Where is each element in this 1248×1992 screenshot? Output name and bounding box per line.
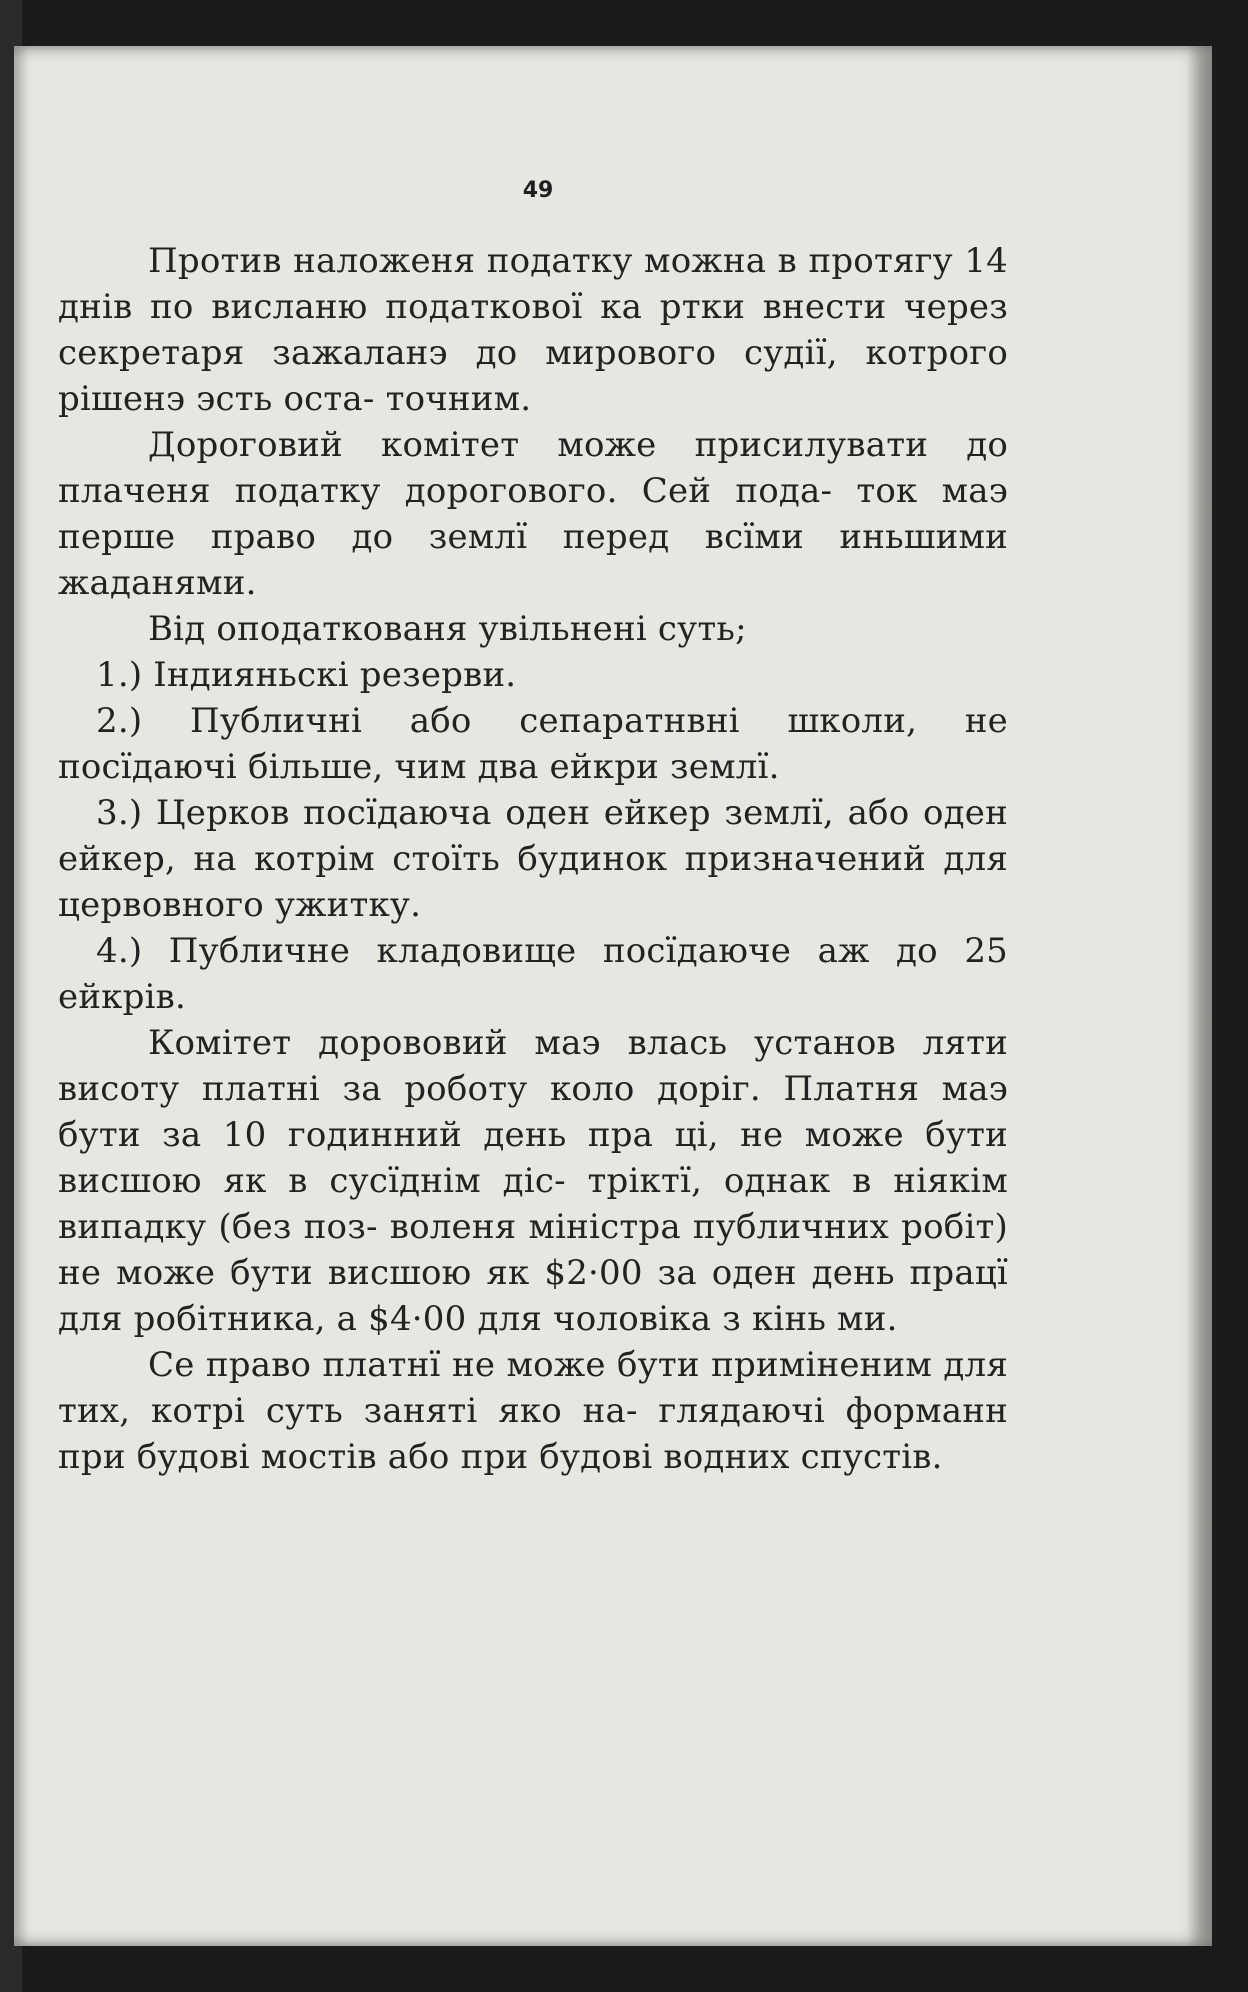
paragraph-tax-appeal: Против наложеня податку можна в протягу 14 днів по висланю податкової ка ртки внести через секретаря зажаланэ до мирового судії, котрого рішенэ эсть оста- точним. [58, 241, 1008, 419]
paragraph-wages: Комітет дорововий маэ влась установ ляти висоту платні за роботу коло доріг. Платня маэ бути за 10 годинний день пра ці, не може бути висшою як в сусїднім діс- тріктї, однак в ніякім випадку (без поз- воленя міністра публичних робіт) не може бути висшою як $2·00 за оден день працї для робітника, а $4·00 для чоловіка з кінь ми. [58, 1023, 1008, 1339]
book-page [14, 46, 1212, 1946]
paragraph-road-committee-collection: Дороговий комітет може присилувати до плаченя податку дорогового. Сей пода- ток маэ перше право до землї перед всїми иньшими жаданями. [58, 425, 1008, 603]
page-body-text [58, 238, 1008, 1480]
paragraph-exemptions-intro: Від оподаткованя увільнені суть; [148, 609, 747, 649]
page-number: 49 [522, 178, 554, 203]
list-item-schools: 2.) Публичні або сепаратнвні школи, не посїдаючі більше, чим два ейкри землї. [58, 701, 1008, 787]
list-item-cemeteries: 4.) Публичне кладовище посїдаюче аж до 25 ейкрів. [58, 931, 1008, 1017]
paragraph-wage-exceptions: Се право платнї не може бути приміненим для тих, котрі суть заняті яко на- глядаючі форманн при будові мостів або при будові водних спустів. [58, 1345, 1008, 1477]
page-edge-shadow [1186, 46, 1212, 1946]
list-item-churches: 3.) Церков посїдаюча оден ейкер землї, або оден ейкер, на котрім стоїть будинок призначений для цервовного ужитку. [58, 793, 1008, 925]
list-item-indian-reserves: 1.) Індияньскі резерви. [96, 655, 517, 695]
